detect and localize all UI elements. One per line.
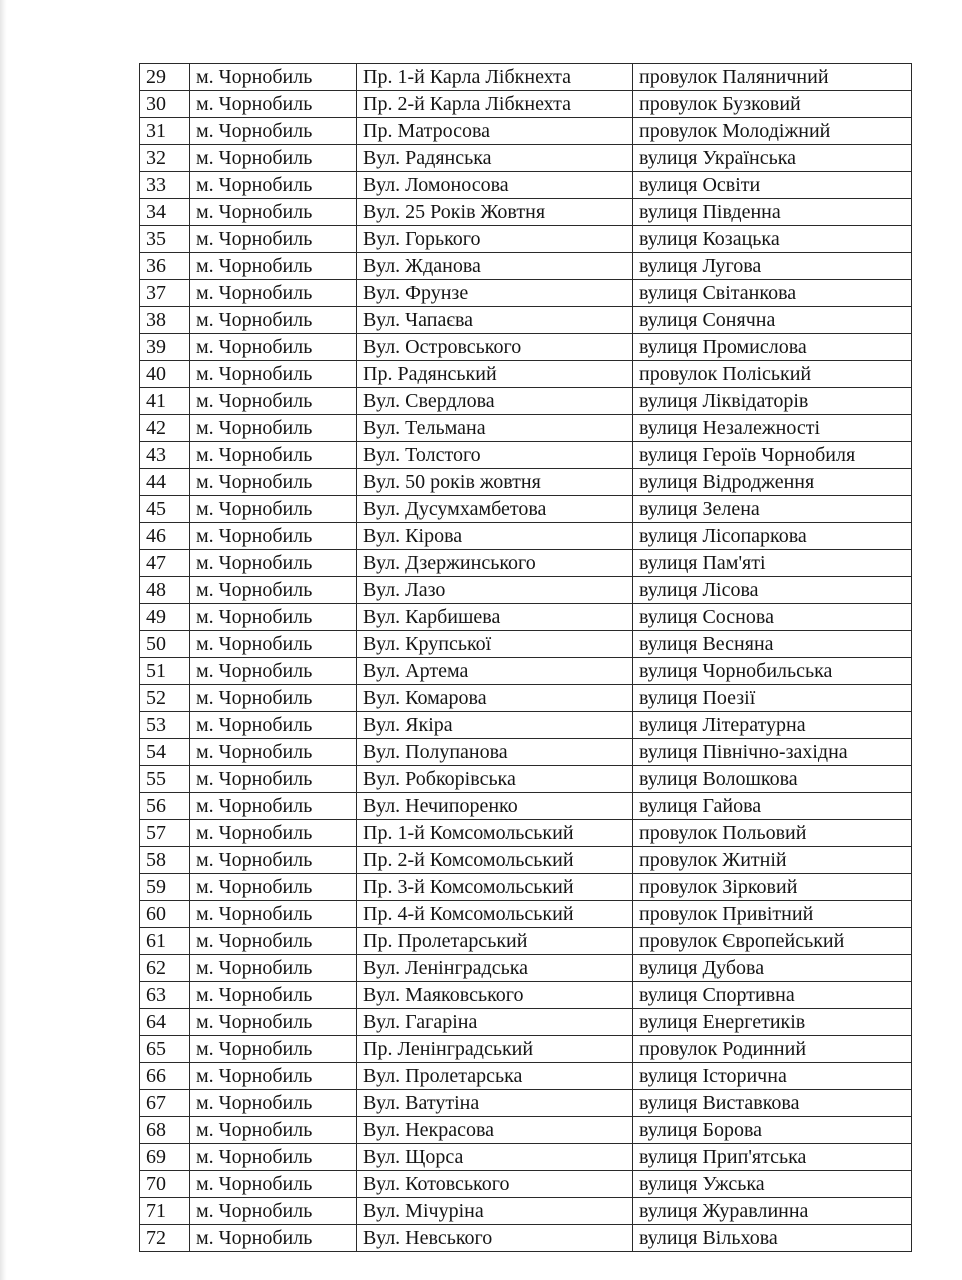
row-number: 47 <box>140 550 190 577</box>
city-cell: м. Чорнобиль <box>190 1090 357 1117</box>
city-cell: м. Чорнобиль <box>190 91 357 118</box>
table-body <box>140 64 912 1252</box>
city-cell: м. Чорнобиль <box>190 226 357 253</box>
table-row <box>140 91 912 118</box>
old-name-cell: Вул. Артема <box>357 658 633 685</box>
table-row <box>140 1036 912 1063</box>
row-number: 34 <box>140 199 190 226</box>
row-number: 36 <box>140 253 190 280</box>
city-cell: м. Чорнобиль <box>190 469 357 496</box>
city-cell: м. Чорнобиль <box>190 118 357 145</box>
table-row <box>140 820 912 847</box>
old-name-cell: Вул. Дусумхамбетова <box>357 496 633 523</box>
new-name-cell: вулиця Сонячна <box>633 307 912 334</box>
row-number: 63 <box>140 982 190 1009</box>
city-cell: м. Чорнобиль <box>190 874 357 901</box>
row-number: 72 <box>140 1225 190 1252</box>
old-name-cell: Вул. Дзержинського <box>357 550 633 577</box>
row-number: 45 <box>140 496 190 523</box>
new-name-cell: вулиця Виставкова <box>633 1090 912 1117</box>
row-number: 49 <box>140 604 190 631</box>
old-name-cell: Вул. Якіра <box>357 712 633 739</box>
new-name-cell: провулок Бузковий <box>633 91 912 118</box>
new-name-cell: провулок Паляничний <box>633 64 912 91</box>
row-number: 59 <box>140 874 190 901</box>
city-cell: м. Чорнобиль <box>190 64 357 91</box>
old-name-cell: Вул. Чапаєва <box>357 307 633 334</box>
table-row <box>140 496 912 523</box>
new-name-cell: провулок Європейський <box>633 928 912 955</box>
new-name-cell: вулиця Козацька <box>633 226 912 253</box>
table-row <box>140 172 912 199</box>
old-name-cell: Вул. Кірова <box>357 523 633 550</box>
city-cell: м. Чорнобиль <box>190 199 357 226</box>
table-row <box>140 253 912 280</box>
old-name-cell: Пр. 2-й Комсомольський <box>357 847 633 874</box>
table-row <box>140 1063 912 1090</box>
old-name-cell: Вул. Фрунзе <box>357 280 633 307</box>
new-name-cell: вулиця Поезії <box>633 685 912 712</box>
new-name-cell: вулиця Борова <box>633 1117 912 1144</box>
table-row <box>140 1225 912 1252</box>
old-name-cell: Вул. Радянська <box>357 145 633 172</box>
city-cell: м. Чорнобиль <box>190 1036 357 1063</box>
new-name-cell: вулиця Освіти <box>633 172 912 199</box>
old-name-cell: Вул. Мічуріна <box>357 1198 633 1225</box>
table-row <box>140 280 912 307</box>
row-number: 41 <box>140 388 190 415</box>
new-name-cell: вулиця Вільхова <box>633 1225 912 1252</box>
city-cell: м. Чорнобиль <box>190 955 357 982</box>
table-row <box>140 64 912 91</box>
table-row <box>140 631 912 658</box>
row-number: 60 <box>140 901 190 928</box>
row-number: 67 <box>140 1090 190 1117</box>
city-cell: м. Чорнобиль <box>190 280 357 307</box>
table-row <box>140 307 912 334</box>
old-name-cell: Вул. Полупанова <box>357 739 633 766</box>
table-row <box>140 226 912 253</box>
table-row <box>140 1009 912 1036</box>
table-row <box>140 361 912 388</box>
old-name-cell: Вул. Лазо <box>357 577 633 604</box>
new-name-cell: вулиця Відродження <box>633 469 912 496</box>
new-name-cell: вулиця Промислова <box>633 334 912 361</box>
city-cell: м. Чорнобиль <box>190 550 357 577</box>
row-number: 32 <box>140 145 190 172</box>
new-name-cell: вулиця Соснова <box>633 604 912 631</box>
new-name-cell: вулиця Світанкова <box>633 280 912 307</box>
new-name-cell: вулиця Незалежності <box>633 415 912 442</box>
old-name-cell: Вул. Щорса <box>357 1144 633 1171</box>
old-name-cell: Вул. Карбишева <box>357 604 633 631</box>
new-name-cell: вулиця Зелена <box>633 496 912 523</box>
city-cell: м. Чорнобиль <box>190 901 357 928</box>
table-row <box>140 1171 912 1198</box>
row-number: 40 <box>140 361 190 388</box>
new-name-cell: вулиця Героїв Чорнобиля <box>633 442 912 469</box>
old-name-cell: Вул. 50 років жовтня <box>357 469 633 496</box>
old-name-cell: Вул. Жданова <box>357 253 633 280</box>
table-row <box>140 901 912 928</box>
city-cell: м. Чорнобиль <box>190 523 357 550</box>
row-number: 44 <box>140 469 190 496</box>
old-name-cell: Пр. Ленінградський <box>357 1036 633 1063</box>
table-row <box>140 928 912 955</box>
old-name-cell: Вул. Робкорівська <box>357 766 633 793</box>
street-rename-table <box>139 63 912 1252</box>
old-name-cell: Вул. Ватутіна <box>357 1090 633 1117</box>
new-name-cell: вулиця Спортивна <box>633 982 912 1009</box>
city-cell: м. Чорнобиль <box>190 712 357 739</box>
city-cell: м. Чорнобиль <box>190 253 357 280</box>
table-row <box>140 388 912 415</box>
table-row <box>140 604 912 631</box>
city-cell: м. Чорнобиль <box>190 982 357 1009</box>
row-number: 54 <box>140 739 190 766</box>
row-number: 68 <box>140 1117 190 1144</box>
city-cell: м. Чорнобиль <box>190 820 357 847</box>
table-row <box>140 766 912 793</box>
city-cell: м. Чорнобиль <box>190 361 357 388</box>
row-number: 55 <box>140 766 190 793</box>
city-cell: м. Чорнобиль <box>190 1171 357 1198</box>
city-cell: м. Чорнобиль <box>190 307 357 334</box>
new-name-cell: провулок Зірковий <box>633 874 912 901</box>
city-cell: м. Чорнобиль <box>190 1009 357 1036</box>
row-number: 70 <box>140 1171 190 1198</box>
table-row <box>140 955 912 982</box>
table-row <box>140 118 912 145</box>
old-name-cell: Вул. Островського <box>357 334 633 361</box>
old-name-cell: Вул. Котовського <box>357 1171 633 1198</box>
table-row <box>140 145 912 172</box>
new-name-cell: вулиця Лугова <box>633 253 912 280</box>
old-name-cell: Пр. 2-й Карла Лібкнехта <box>357 91 633 118</box>
city-cell: м. Чорнобиль <box>190 766 357 793</box>
city-cell: м. Чорнобиль <box>190 631 357 658</box>
new-name-cell: вулиця Північно-західна <box>633 739 912 766</box>
table-row <box>140 793 912 820</box>
old-name-cell: Вул. Крупської <box>357 631 633 658</box>
old-name-cell: Пр. Матросова <box>357 118 633 145</box>
table-row <box>140 199 912 226</box>
old-name-cell: Вул. Ленінградська <box>357 955 633 982</box>
old-name-cell: Пр. 4-й Комсомольський <box>357 901 633 928</box>
table-row <box>140 847 912 874</box>
table-row <box>140 1144 912 1171</box>
new-name-cell: вулиця Гайова <box>633 793 912 820</box>
city-cell: м. Чорнобиль <box>190 793 357 820</box>
row-number: 66 <box>140 1063 190 1090</box>
city-cell: м. Чорнобиль <box>190 145 357 172</box>
old-name-cell: Вул. Комарова <box>357 685 633 712</box>
scan-edge-shadow <box>0 0 7 1280</box>
old-name-cell: Вул. Маяковського <box>357 982 633 1009</box>
table-row <box>140 415 912 442</box>
row-number: 65 <box>140 1036 190 1063</box>
new-name-cell: провулок Поліський <box>633 361 912 388</box>
new-name-cell: вулиця Дубова <box>633 955 912 982</box>
city-cell: м. Чорнобиль <box>190 388 357 415</box>
old-name-cell: Пр. 3-й Комсомольський <box>357 874 633 901</box>
city-cell: м. Чорнобиль <box>190 172 357 199</box>
city-cell: м. Чорнобиль <box>190 1063 357 1090</box>
city-cell: м. Чорнобиль <box>190 739 357 766</box>
old-name-cell: Пр. 1-й Комсомольський <box>357 820 633 847</box>
row-number: 51 <box>140 658 190 685</box>
new-name-cell: вулиця Пам'яті <box>633 550 912 577</box>
row-number: 29 <box>140 64 190 91</box>
table-row <box>140 1117 912 1144</box>
table-row <box>140 442 912 469</box>
new-name-cell: провулок Молодіжний <box>633 118 912 145</box>
city-cell: м. Чорнобиль <box>190 577 357 604</box>
row-number: 48 <box>140 577 190 604</box>
table-row <box>140 982 912 1009</box>
table-row <box>140 1198 912 1225</box>
row-number: 37 <box>140 280 190 307</box>
row-number: 33 <box>140 172 190 199</box>
row-number: 50 <box>140 631 190 658</box>
table-row <box>140 712 912 739</box>
old-name-cell: Пр. 1-й Карла Лібкнехта <box>357 64 633 91</box>
new-name-cell: вулиця Історична <box>633 1063 912 1090</box>
old-name-cell: Вул. Некрасова <box>357 1117 633 1144</box>
city-cell: м. Чорнобиль <box>190 334 357 361</box>
new-name-cell: вулиця Волошкова <box>633 766 912 793</box>
new-name-cell: вулиця Лісова <box>633 577 912 604</box>
table-row <box>140 1090 912 1117</box>
table-row <box>140 685 912 712</box>
row-number: 31 <box>140 118 190 145</box>
old-name-cell: Пр. Пролетарський <box>357 928 633 955</box>
old-name-cell: Вул. Свердлова <box>357 388 633 415</box>
table-row <box>140 577 912 604</box>
new-name-cell: вулиця Ужська <box>633 1171 912 1198</box>
city-cell: м. Чорнобиль <box>190 847 357 874</box>
table-row <box>140 523 912 550</box>
old-name-cell: Вул. Ломоносова <box>357 172 633 199</box>
new-name-cell: вулиця Лісопаркова <box>633 523 912 550</box>
new-name-cell: вулиця Прип'ятська <box>633 1144 912 1171</box>
row-number: 38 <box>140 307 190 334</box>
new-name-cell: провулок Польовий <box>633 820 912 847</box>
city-cell: м. Чорнобиль <box>190 604 357 631</box>
table-row <box>140 334 912 361</box>
table-row <box>140 874 912 901</box>
row-number: 56 <box>140 793 190 820</box>
table-row <box>140 550 912 577</box>
new-name-cell: вулиця Літературна <box>633 712 912 739</box>
old-name-cell: Вул. Гагаріна <box>357 1009 633 1036</box>
row-number: 35 <box>140 226 190 253</box>
row-number: 61 <box>140 928 190 955</box>
row-number: 57 <box>140 820 190 847</box>
new-name-cell: провулок Родинний <box>633 1036 912 1063</box>
old-name-cell: Вул. Толстого <box>357 442 633 469</box>
row-number: 42 <box>140 415 190 442</box>
new-name-cell: вулиця Українська <box>633 145 912 172</box>
city-cell: м. Чорнобиль <box>190 496 357 523</box>
new-name-cell: провулок Житній <box>633 847 912 874</box>
city-cell: м. Чорнобиль <box>190 415 357 442</box>
city-cell: м. Чорнобиль <box>190 1198 357 1225</box>
row-number: 43 <box>140 442 190 469</box>
row-number: 64 <box>140 1009 190 1036</box>
table-row <box>140 739 912 766</box>
new-name-cell: вулиця Південна <box>633 199 912 226</box>
city-cell: м. Чорнобиль <box>190 1117 357 1144</box>
row-number: 30 <box>140 91 190 118</box>
row-number: 52 <box>140 685 190 712</box>
old-name-cell: Пр. Радянський <box>357 361 633 388</box>
new-name-cell: провулок Привітний <box>633 901 912 928</box>
new-name-cell: вулиця Ліквідаторів <box>633 388 912 415</box>
row-number: 71 <box>140 1198 190 1225</box>
old-name-cell: Вул. Пролетарська <box>357 1063 633 1090</box>
row-number: 39 <box>140 334 190 361</box>
city-cell: м. Чорнобиль <box>190 1225 357 1252</box>
row-number: 58 <box>140 847 190 874</box>
row-number: 69 <box>140 1144 190 1171</box>
city-cell: м. Чорнобиль <box>190 442 357 469</box>
city-cell: м. Чорнобиль <box>190 1144 357 1171</box>
city-cell: м. Чорнобиль <box>190 928 357 955</box>
table-row <box>140 658 912 685</box>
table-row <box>140 469 912 496</box>
new-name-cell: вулиця Журавлинна <box>633 1198 912 1225</box>
row-number: 62 <box>140 955 190 982</box>
row-number: 53 <box>140 712 190 739</box>
old-name-cell: Вул. Невського <box>357 1225 633 1252</box>
new-name-cell: вулиця Чорнобильська <box>633 658 912 685</box>
old-name-cell: Вул. Нечипоренко <box>357 793 633 820</box>
new-name-cell: вулиця Енергетиків <box>633 1009 912 1036</box>
city-cell: м. Чорнобиль <box>190 658 357 685</box>
old-name-cell: Вул. Тельмана <box>357 415 633 442</box>
old-name-cell: Вул. Горького <box>357 226 633 253</box>
new-name-cell: вулиця Весняна <box>633 631 912 658</box>
old-name-cell: Вул. 25 Років Жовтня <box>357 199 633 226</box>
row-number: 46 <box>140 523 190 550</box>
city-cell: м. Чорнобиль <box>190 685 357 712</box>
